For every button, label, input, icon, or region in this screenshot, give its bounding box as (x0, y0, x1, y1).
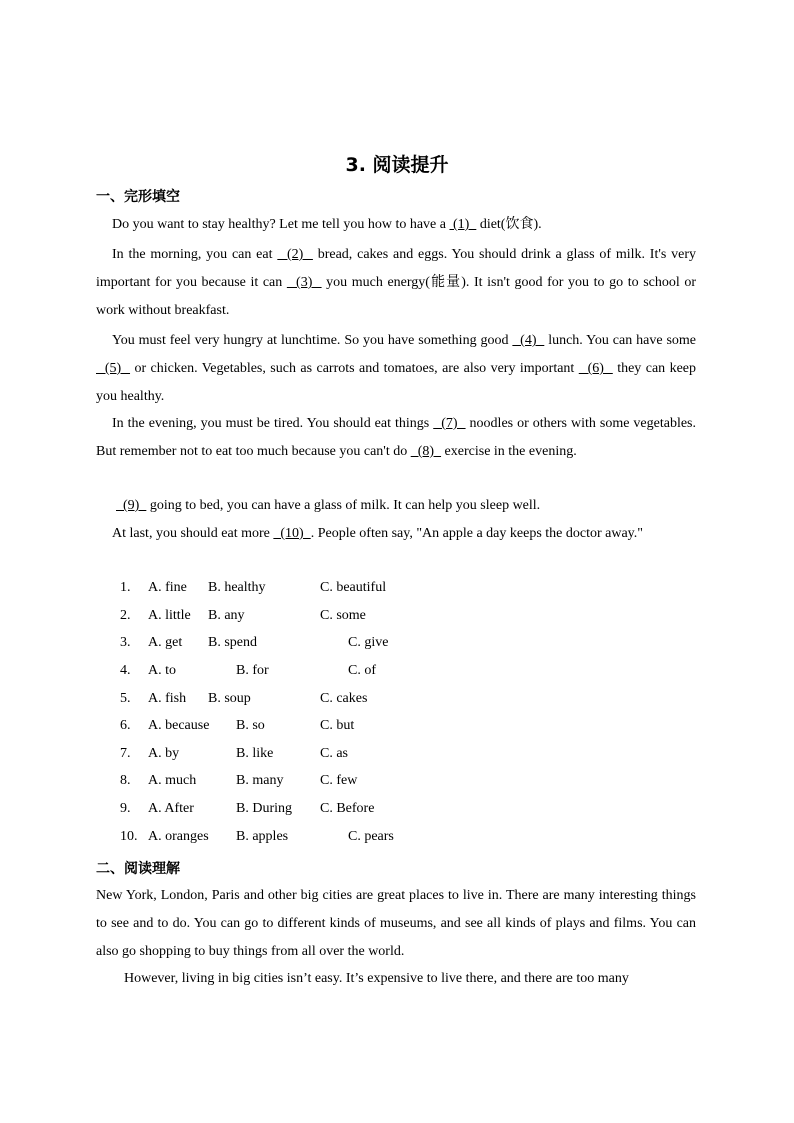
option-b: B. During (236, 801, 292, 816)
blank-7: (7) (433, 416, 466, 431)
option-a: A. by (148, 746, 180, 761)
option-row (0, 801, 794, 823)
blank-4: (4) (512, 333, 545, 348)
blank-5: (5) (96, 361, 131, 376)
cloze-text: You must feel very hungry at lunchtime. So you have something good (112, 333, 513, 348)
cloze-text: In the morning, you can eat (112, 247, 278, 262)
cloze-text: lunch. You can have some (544, 333, 696, 348)
option-row (0, 663, 794, 685)
option-c: C. beautiful (320, 580, 387, 595)
cloze-text: or chicken. Vegetables, such as carrots and tomatoes, are also very important (130, 361, 579, 376)
cloze-paragraph-6 (96, 520, 696, 548)
reading-paragraph-1: New York, London, Paris and other big cities are great places to live in. There are many interesting things to see and to do. You can go to different kinds of museums, and see all kinds of plays and films. You can also go shopping to buy things from all over the world. (96, 888, 696, 959)
cloze-paragraph-4 (96, 410, 696, 466)
blank-2: (2) (277, 247, 313, 262)
option-row (0, 608, 794, 630)
cloze-text: At last, you should eat more (112, 526, 274, 541)
blank-6: (6) (578, 361, 613, 376)
cloze-paragraph-5 (96, 492, 696, 520)
option-row (0, 746, 794, 768)
question-number: 4. (120, 663, 131, 678)
option-a: A. fine (148, 580, 187, 595)
option-b: B. healthy (208, 580, 266, 595)
option-a: A. After (148, 801, 194, 816)
option-a: A. little (148, 608, 191, 623)
question-number: 7. (120, 746, 131, 761)
option-row (0, 691, 794, 713)
option-b: B. so (236, 718, 265, 733)
question-number: 2. (120, 608, 131, 623)
cloze-paragraph-1 (96, 211, 696, 239)
question-number: 1. (120, 580, 131, 595)
option-c: C. pears (348, 829, 394, 844)
cloze-paragraph-2 (96, 241, 696, 325)
option-a: A. get (148, 635, 183, 650)
cloze-text: bread, cakes and eggs. You should drink a glass of milk. It's very important for you because it can (96, 247, 697, 290)
option-a: A. much (148, 773, 197, 788)
cloze-paragraph-3 (96, 327, 696, 411)
cloze-text: . People often say, "An apple a day keeps the doctor away." (310, 526, 643, 541)
blank-10: (10) (273, 526, 311, 541)
page-title: 3. 阅读提升 (345, 154, 449, 176)
blank-3: (3) (286, 275, 322, 290)
option-c: C. few (320, 773, 358, 788)
option-row (0, 580, 794, 602)
blank-1: (1) (449, 217, 477, 232)
option-row (0, 829, 794, 851)
option-a: A. because (148, 718, 210, 733)
cloze-text: they can keep you healthy. (96, 361, 697, 404)
question-number: 10. (120, 829, 138, 844)
option-b: B. any (208, 608, 245, 623)
option-b: B. many (236, 773, 284, 788)
cloze-text: diet(饮食). (476, 217, 542, 232)
reading-paragraph-2: However, living in big cities isn’t easy. It’s expensive to live there, and there are too many (124, 971, 629, 986)
question-number: 3. (120, 635, 131, 650)
section-heading-reading: 二、阅读理解 (96, 861, 180, 877)
option-b: B. soup (208, 691, 251, 706)
option-b: B. apples (236, 829, 289, 844)
option-c: C. but (320, 718, 355, 733)
question-number: 8. (120, 773, 131, 788)
question-number: 5. (120, 691, 131, 706)
blank-8: (8) (410, 444, 442, 459)
cloze-text: Do you want to stay healthy? Let me tell you how to have a (112, 217, 450, 232)
question-number: 6. (120, 718, 131, 733)
option-c: C. as (320, 746, 348, 761)
option-a: A. to (148, 663, 176, 678)
cloze-text: exercise in the evening. (441, 444, 577, 459)
option-a: A. oranges (148, 829, 209, 844)
option-c: C. Before (320, 801, 375, 816)
option-c: C. some (320, 608, 366, 623)
cloze-text: you much energy(能量). It isn't good for you to go to school or work without breakfast. (96, 275, 697, 318)
option-c: C. of (348, 663, 376, 678)
option-b: B. for (236, 663, 269, 678)
option-row (0, 773, 794, 795)
option-b: B. spend (208, 635, 257, 650)
section-heading-cloze: 一、完形填空 (96, 189, 180, 205)
question-number: 9. (120, 801, 131, 816)
option-a: A. fish (148, 691, 187, 706)
option-row (0, 635, 794, 657)
option-c: C. cakes (320, 691, 368, 706)
blank-9: (9) (116, 498, 147, 513)
cloze-text: noodles or others with some vegetables. But remember not to eat too much because you can't do (96, 416, 697, 459)
option-row (0, 718, 794, 740)
option-c: C. give (348, 635, 389, 650)
cloze-text: going to bed, you can have a glass of milk. It can help you sleep well. (146, 498, 541, 513)
cloze-text: In the evening, you must be tired. You should eat things (112, 416, 434, 431)
option-b: B. like (236, 746, 274, 761)
